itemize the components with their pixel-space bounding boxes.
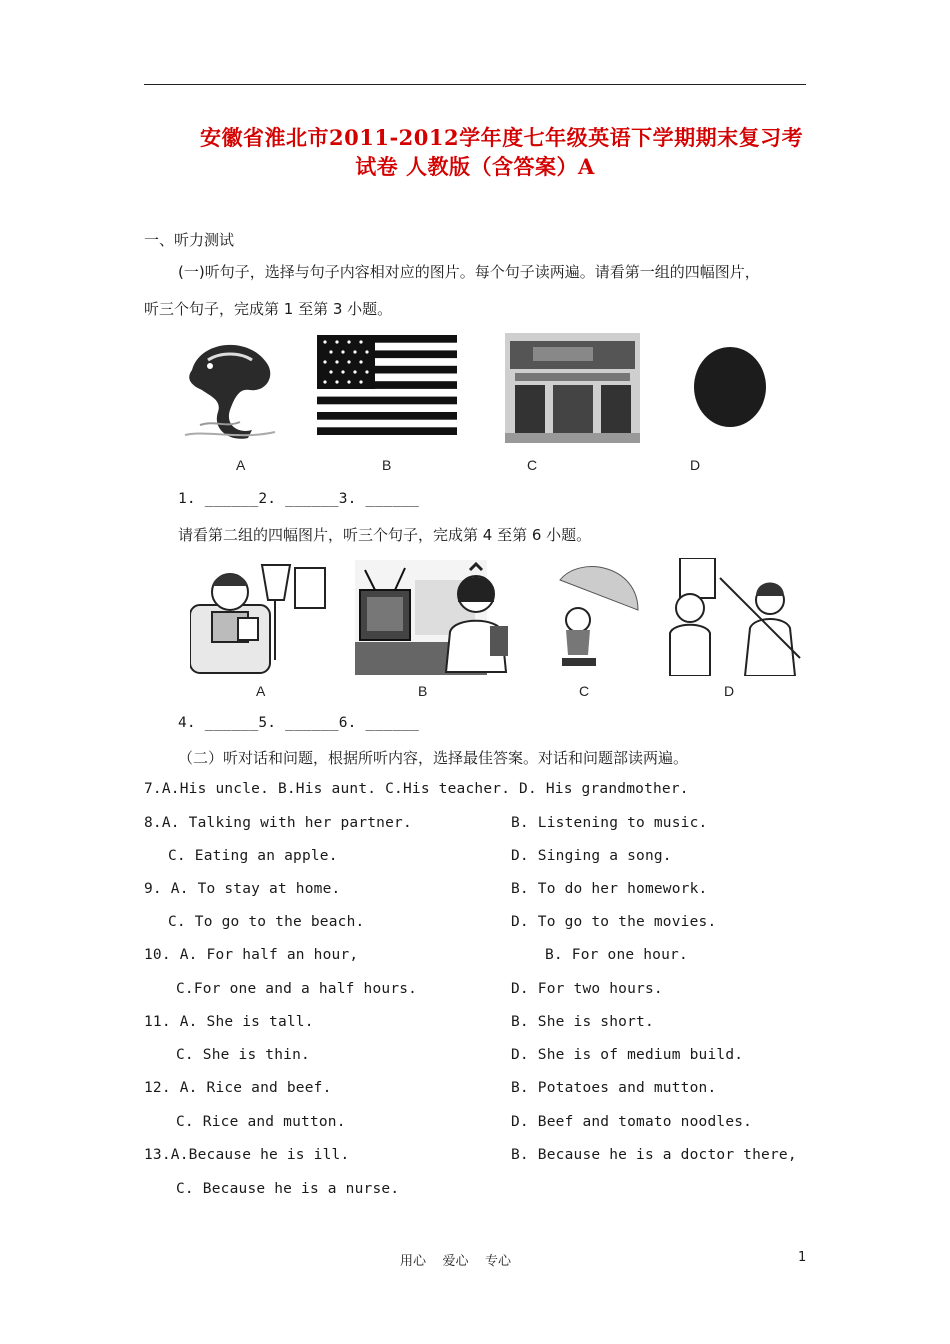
- question-8-option-b: B. Listening to music.: [511, 815, 708, 831]
- us-flag-picture: [317, 335, 457, 435]
- question-8-option-a: 8.A. Talking with her partner.: [144, 815, 412, 831]
- question-9-option-d: D. To go to the movies.: [511, 914, 717, 930]
- question-10-option-c: C.For one and a half hours.: [176, 981, 418, 997]
- group2-label-a: A: [256, 683, 266, 699]
- question-12-option-c: C. Rice and mutton.: [176, 1114, 346, 1130]
- part1-intro-line1: (一)听句子，选择与句子内容相对应的图片。每个句子读两遍。请看第一组的四幅图片，: [178, 263, 760, 281]
- page-number: 1: [798, 1250, 807, 1265]
- kid-umbrella-picture: [520, 560, 640, 675]
- question-10-option-d: D. For two hours.: [511, 981, 663, 997]
- section-heading: 一、听力测试: [144, 231, 235, 249]
- question-11-option-a: 11. A. She is tall.: [144, 1014, 314, 1030]
- question-9-option-a: 9. A. To stay at home.: [144, 881, 341, 897]
- group1-label-a: A: [236, 457, 246, 473]
- question-12-option-a: 12. A. Rice and beef.: [144, 1080, 332, 1096]
- group2-label-d: D: [724, 683, 735, 699]
- question-10-option-b: B. For one hour.: [545, 947, 688, 963]
- question-13-option-c: C. Because he is a nurse.: [176, 1181, 400, 1197]
- question-12-option-d: D. Beef and tomato noodles.: [511, 1114, 753, 1130]
- dolphin-picture: [180, 330, 280, 445]
- group2-answer-blanks: 4. ______5. ______6. ______: [178, 715, 420, 731]
- doc-title-line1: 安徽省淮北市2011-2012学年度七年级英语下学期期末复习考: [200, 125, 804, 150]
- group2-label-b: B: [418, 683, 428, 699]
- doc-title-line2: 试卷 人教版（含答案）A: [355, 154, 595, 179]
- group1-label-b: B: [382, 457, 392, 473]
- question-12-option-b: B. Potatoes and mutton.: [511, 1080, 717, 1096]
- question-13-option-b: B. Because he is a doctor there,: [511, 1147, 797, 1163]
- group1-label-d: D: [690, 457, 701, 473]
- question-9-option-b: B. To do her homework.: [511, 881, 708, 897]
- group2-label-c: C: [579, 683, 590, 699]
- question-11-option-c: C. She is thin.: [176, 1047, 310, 1063]
- group2-intro: 请看第二组的四幅图片，听三个句子，完成第 4 至第 6 小题。: [178, 526, 592, 544]
- question-11-option-d: D. She is of medium build.: [511, 1047, 744, 1063]
- question-7: 7.A.His uncle. B.His aunt. C.His teacher. D. His grandmother.: [144, 781, 689, 797]
- group1-label-c: C: [527, 457, 538, 473]
- part2-intro: （二）听对话和问题，根据所听内容，选择最佳答案。对话和问题部读两遍。: [178, 749, 689, 767]
- question-13-option-a: 13.A.Because he is ill.: [144, 1147, 350, 1163]
- question-10-option-a: 10. A. For half an hour,: [144, 947, 359, 963]
- boy-reading-picture: [190, 560, 330, 675]
- question-8-option-d: D. Singing a song.: [511, 848, 672, 864]
- question-8-option-c: C. Eating an apple.: [168, 848, 338, 864]
- ball-picture: [690, 345, 770, 430]
- group1-answer-blanks: 1. ______2. ______3. ______: [178, 491, 420, 507]
- girl-picture: [440, 562, 515, 677]
- question-11-option-b: B. She is short.: [511, 1014, 654, 1030]
- footer-motto: 用心 爱心 专心: [400, 1254, 512, 1269]
- family-picture: [660, 558, 805, 676]
- post-office-picture: [505, 333, 640, 443]
- question-9-option-c: C. To go to the beach.: [168, 914, 365, 930]
- part1-intro-line2: 听三个句子，完成第 1 至第 3 小题。: [144, 300, 393, 318]
- header-rule: [144, 84, 806, 85]
